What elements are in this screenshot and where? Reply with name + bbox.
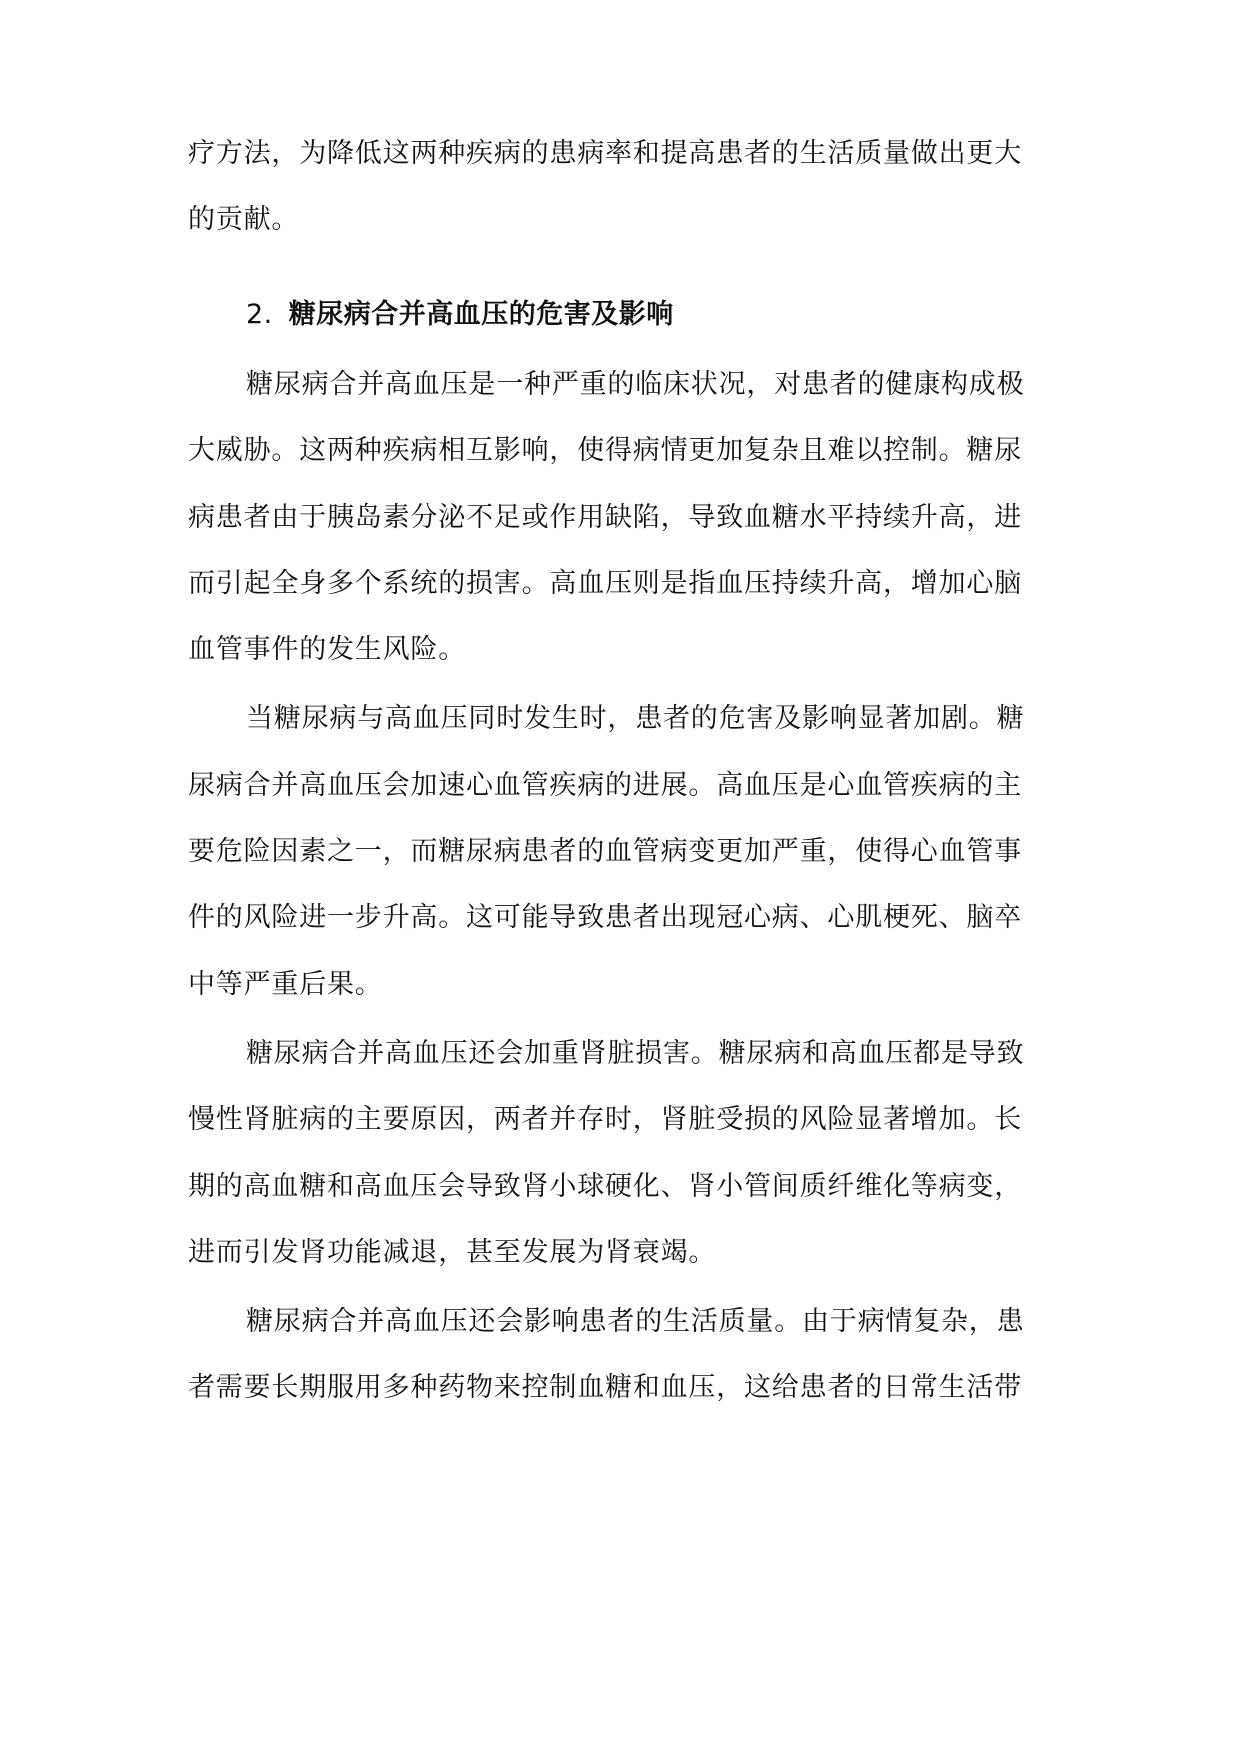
paragraph-line: 大威胁。这两种疾病相互影响，使得病情更加复杂且难以控制。糖尿 (188, 435, 1022, 466)
section-title: 糖尿病合并高血压的危害及影响 (288, 299, 674, 330)
paragraph-line: 糖尿病合并高血压还会影响患者的生活质量。由于病情复杂，患 (246, 1306, 1025, 1337)
paragraph-line: 者需要长期服用多种药物来控制血糖和血压，这给患者的日常生活带 (188, 1372, 1022, 1403)
paragraph-line: 病患者由于胰岛素分泌不足或作用缺陷，导致血糖水平持续升高，进 (188, 502, 1022, 533)
paragraph-line: 尿病合并高血压会加速心血管疾病的进展。高血压是心血管疾病的主 (188, 770, 1022, 801)
paragraph-line: 而引起全身多个系统的损害。高血压则是指血压持续升高，增加心脑 (188, 568, 1022, 599)
paragraph-line: 当糖尿病与高血压同时发生时，患者的危害及影响显著加剧。糖 (246, 703, 1025, 734)
paragraph-line: 要危险因素之一，而糖尿病患者的血管病变更加严重，使得心血管事 (188, 836, 1022, 867)
paragraph-line: 进而引发肾功能减退，甚至发展为肾衰竭。 (188, 1237, 717, 1268)
section-number: 2. (246, 299, 273, 330)
paragraph-line: 糖尿病合并高血压是一种严重的临床状况，对患者的健康构成极 (246, 369, 1025, 400)
text-line: 的贡献。 (188, 204, 300, 235)
paragraph-line: 慢性肾脏病的主要原因，两者并存时，肾脏受损的风险显著增加。长 (188, 1104, 1022, 1135)
paragraph-line: 糖尿病合并高血压还会加重肾脏损害。糖尿病和高血压都是导致 (246, 1038, 1025, 1069)
paragraph-line: 件的风险进一步升高。这可能导致患者出现冠心病、心肌梗死、脑卒 (188, 902, 1022, 933)
text-line: 疗方法，为降低这两种疾病的患病率和提高患者的生活质量做出更大 (188, 138, 1022, 169)
paragraph-line: 中等严重后果。 (188, 969, 383, 1000)
paragraph-line: 血管事件的发生风险。 (188, 634, 466, 665)
paragraph-line: 期的高血糖和高血压会导致肾小球硬化、肾小管间质纤维化等病变， (188, 1171, 1022, 1202)
section-heading (246, 298, 674, 332)
